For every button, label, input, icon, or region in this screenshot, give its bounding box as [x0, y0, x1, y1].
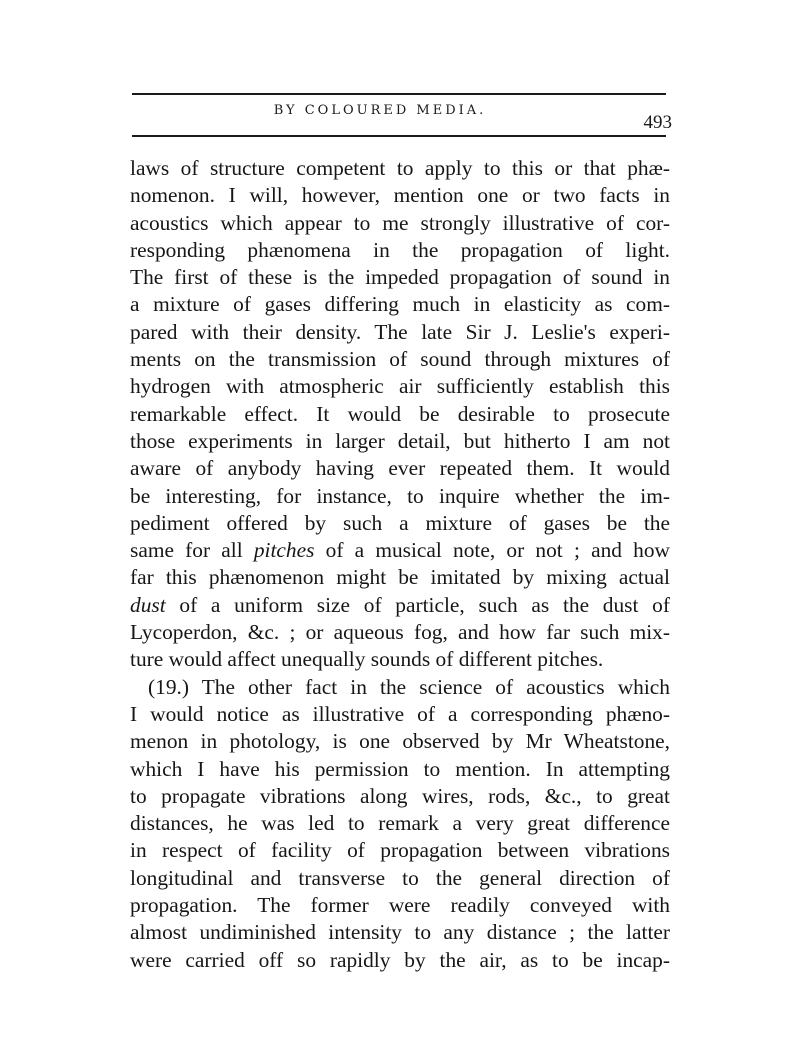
italic-word: pitches [253, 538, 315, 563]
text-run: of a uniform size of particle, such as the dust of [165, 592, 670, 617]
text-line: hydrogen with atmospheric air sufficiently establish this [130, 374, 670, 399]
text-line: far this phænomenon might be imitated by mixing actual [130, 565, 670, 590]
text-run: same for all [130, 538, 254, 563]
text-line: responding phænomena in the propagation of light. [130, 237, 670, 262]
text-line [130, 537, 670, 564]
text-line: were carried off so rapidly by the air, as to be incap- [130, 947, 670, 972]
text-line [130, 592, 670, 619]
text-line: Lycoperdon, &c. ; or aqueous fog, and how far such mix- [130, 620, 670, 645]
text-line: nomenon. I will, however, mention one or two facts in [130, 183, 670, 208]
text-line: which I have his permission to mention. In attempting [130, 756, 670, 781]
text-line: longitudinal and transverse to the general direction of [130, 865, 670, 890]
text-line: to propagate vibrations along wires, rods, &c., to great [130, 783, 670, 808]
page-number: 493 [643, 112, 672, 133]
text-line: be interesting, for instance, to inquire whether the im- [130, 483, 670, 508]
text-line: I would notice as illustrative of a corresponding phæno- [130, 701, 670, 726]
text-line: laws of structure competent to apply to this or that phæ- [130, 156, 670, 180]
header-rule-bottom [132, 135, 666, 137]
text-line: almost undiminished intensity to any distance ; the latter [130, 920, 670, 945]
text-line: ments on the transmission of sound through mixtures of [130, 347, 670, 372]
italic-word: dust [130, 592, 166, 617]
paragraph-start-line: (19.) The other fact in the science of acoustics which [148, 674, 670, 699]
text-line: aware of anybody having ever repeated them. It would [130, 456, 670, 481]
text-line: those experiments in larger detail, but hitherto I am not [130, 428, 670, 453]
text-line: remarkable effect. It would be desirable to prosecute [130, 401, 670, 426]
running-head: BY COLOURED MEDIA. [273, 103, 487, 118]
text-line: propagation. The former were readily conveyed with [130, 893, 670, 918]
text-line: a mixture of gases differing much in elasticity as com- [130, 292, 670, 317]
text-line: in respect of facility of propagation between vibrations [130, 838, 670, 863]
text-line: pared with their density. The late Sir J. Leslie's experi- [130, 319, 670, 344]
text-line: The first of these is the impeded propagation of sound in [130, 265, 670, 290]
text-line: pediment offered by such a mixture of gases be the [130, 510, 670, 535]
text-run: of a musical note, or not ; and how [314, 538, 670, 563]
text-line: ture would affect unequally sounds of different pitches. [130, 647, 604, 672]
body-text [130, 155, 670, 974]
text-line: acoustics which appear to me strongly illustrative of cor- [130, 210, 670, 235]
header-rule-top [132, 93, 666, 95]
text-line: menon in photology, is one observed by Mr Wheatstone, [130, 729, 670, 754]
text-line: distances, he was led to remark a very great difference [130, 811, 670, 836]
